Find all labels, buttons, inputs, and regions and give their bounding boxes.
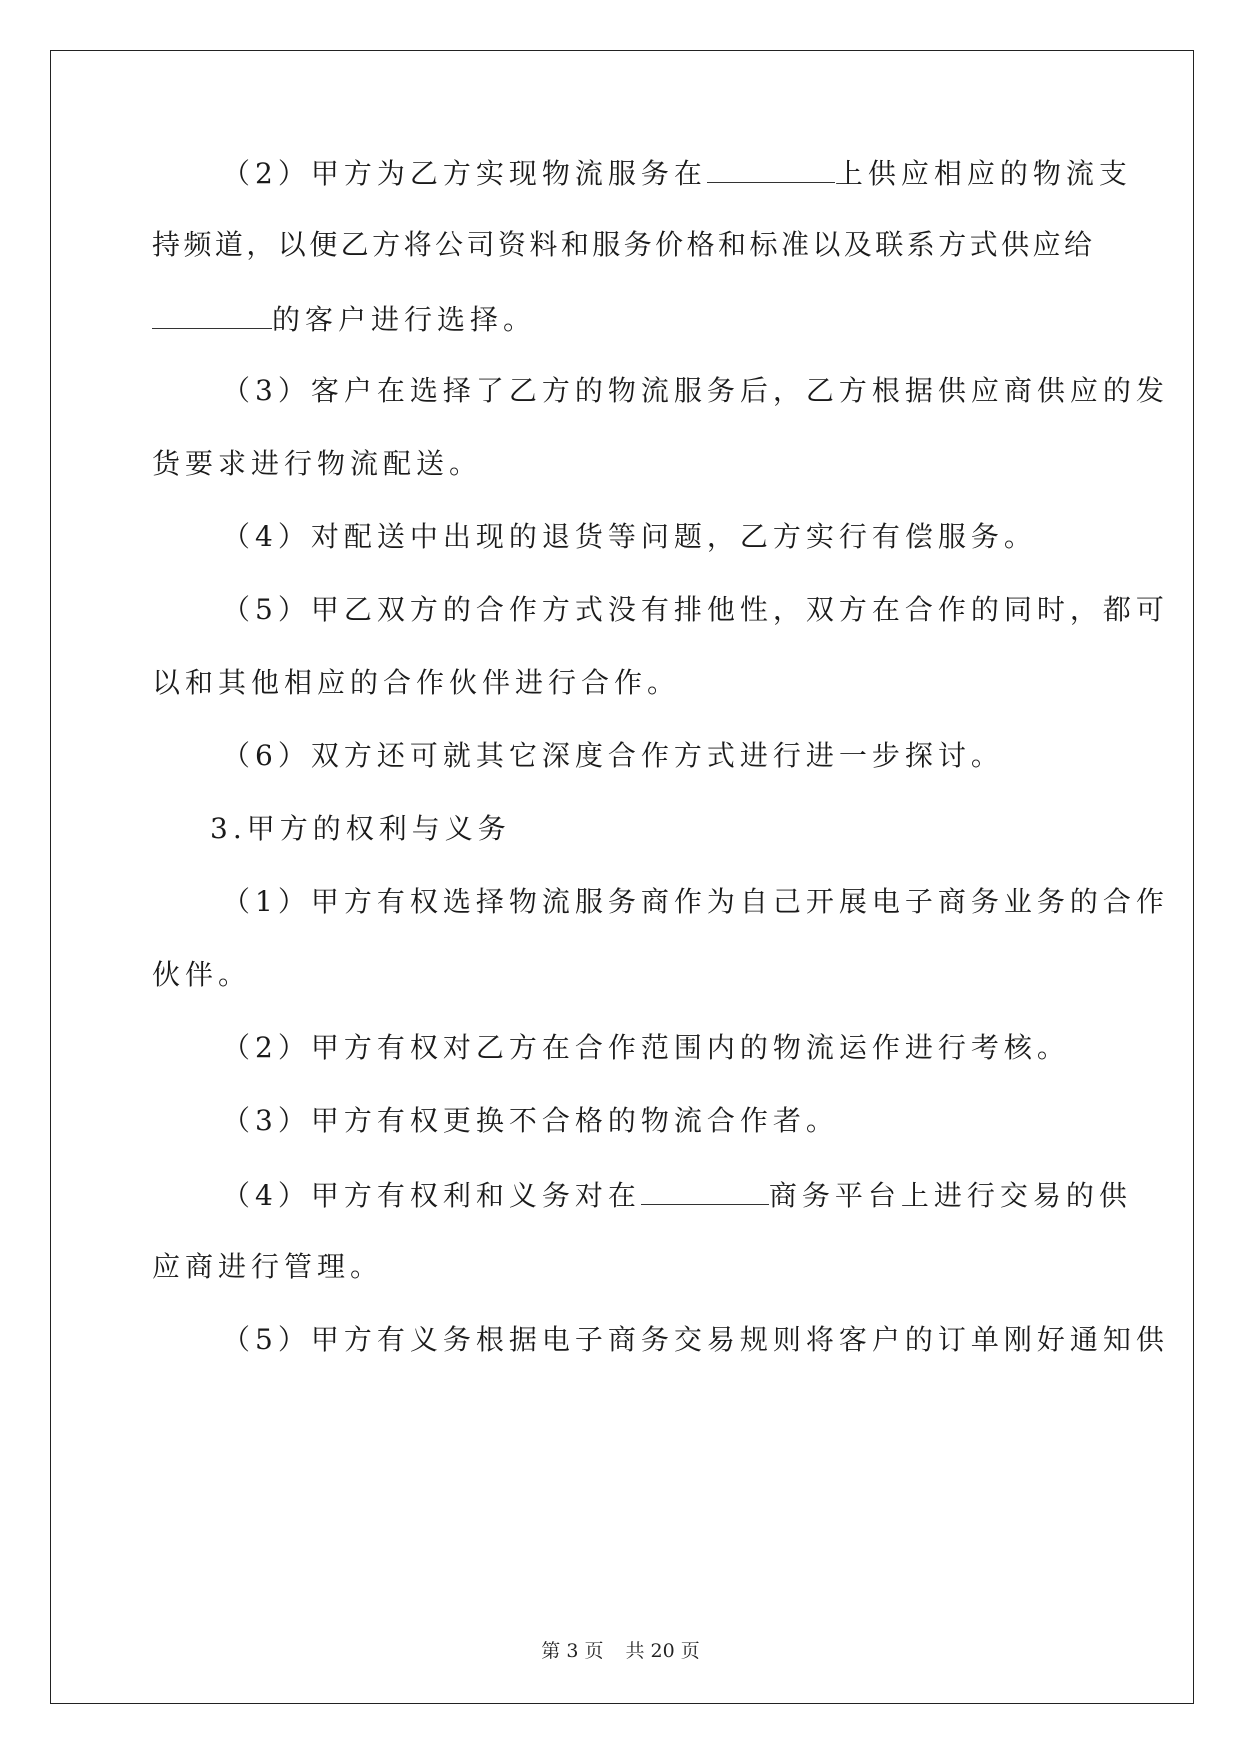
- text-segment: 商务平台上进行交易的供: [768, 1179, 1132, 1212]
- text-line: （3）甲方有权更换不合格的物流合作者。: [222, 1104, 839, 1137]
- blank-underline: [707, 152, 835, 183]
- text-line: [152, 298, 1092, 340]
- blank-underline: [641, 1174, 769, 1205]
- text-line: （3）客户在选择了乙方的物流服务后，乙方根据供应商供应的发: [222, 374, 1169, 407]
- text-line: （5）甲乙双方的合作方式没有排他性，双方在合作的同时，都可: [222, 593, 1169, 626]
- page-total: 共 20 页: [625, 1640, 700, 1662]
- blank-underline: [152, 298, 272, 329]
- text-line: （4）对配送中出现的退货等问题，乙方实行有偿服务。: [222, 520, 1037, 553]
- page-number: 第 3 页: [541, 1640, 604, 1662]
- text-line: 以和其他相应的合作伙伴进行合作。: [152, 666, 681, 699]
- text-line: （6）双方还可就其它深度合作方式进行进一步探讨。: [222, 739, 1004, 772]
- text-segment: （2）甲方为乙方实现物流服务在: [222, 157, 707, 190]
- page-footer: [0, 1638, 1241, 1664]
- text-line: 应商进行管理。: [152, 1250, 384, 1283]
- text-line: 货要求进行物流配送。: [152, 447, 483, 480]
- text-segment: （4）甲方有权利和义务对在: [222, 1179, 641, 1212]
- section-heading: 3.甲方的权利与义务: [210, 812, 511, 845]
- text-line: [222, 152, 1132, 194]
- text-line: （5）甲方有义务根据电子商务交易规则将客户的订单刚好通知供: [222, 1323, 1169, 1356]
- text-line: 伙伴。: [152, 958, 252, 991]
- text-segment: 上供应相应的物流支: [834, 157, 1132, 190]
- text-line: （1）甲方有权选择物流服务商作为自己开展电子商务业务的合作: [222, 885, 1169, 918]
- text-line: 持频道，以便乙方将公司资料和服务价格和标准以及联系方式供应给: [152, 228, 1092, 261]
- text-line: [222, 1174, 1132, 1216]
- text-line: （2）甲方有权对乙方在合作范围内的物流运作进行考核。: [222, 1031, 1070, 1064]
- text-segment: 的客户进行选择。: [272, 303, 537, 336]
